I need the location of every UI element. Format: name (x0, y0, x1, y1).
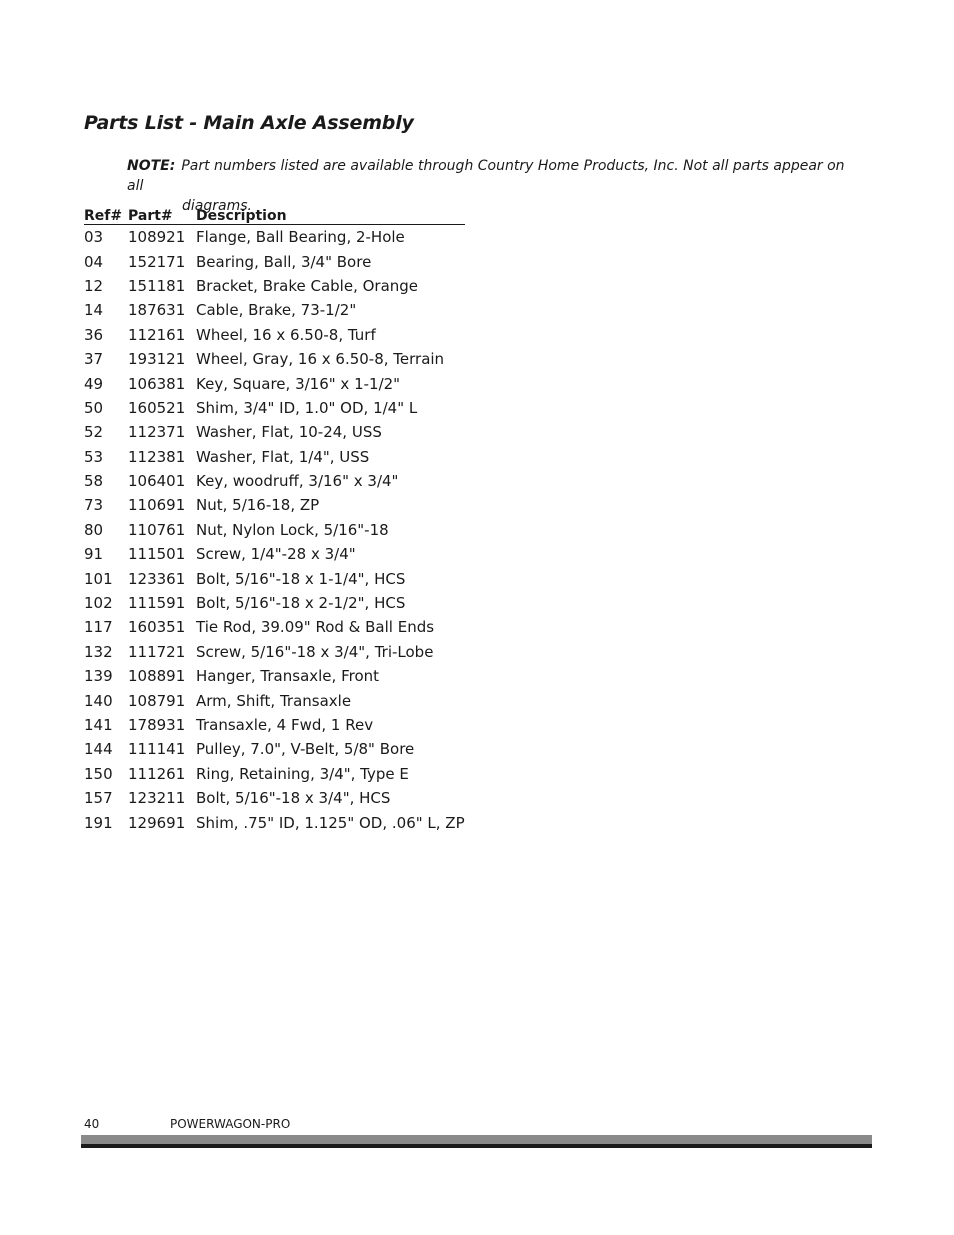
description-cell: Washer, Flat, 10-24, USS (196, 423, 382, 442)
part-cell: 106401 (128, 472, 186, 491)
part-cell: 112371 (128, 423, 186, 442)
part-cell: 111591 (128, 594, 186, 613)
description-cell: Wheel, Gray, 16 x 6.50-8, Terrain (196, 350, 445, 369)
part-cell: 110761 (128, 520, 186, 539)
description-cell: Nut, 5/16-18, ZP (196, 496, 320, 515)
footer (84, 1117, 290, 1131)
description-cell: Flange, Ball Bearing, 2-Hole (196, 228, 405, 247)
ref-cell: 53 (84, 447, 104, 466)
table-row (84, 323, 465, 347)
ref-cell: 36 (84, 325, 104, 344)
table-row (84, 615, 465, 639)
ref-cell: 140 (84, 691, 113, 710)
ref-cell: 58 (84, 472, 104, 491)
ref-cell: 132 (84, 642, 113, 661)
description-cell: Cable, Brake, 73-1/2" (196, 301, 357, 320)
description-cell: Nut, Nylon Lock, 5/16"-18 (196, 520, 389, 539)
part-cell: 112381 (128, 447, 186, 466)
ref-cell: 37 (84, 350, 104, 369)
table-row (84, 664, 465, 688)
table-row (84, 298, 465, 322)
part-cell: 110691 (128, 496, 186, 515)
ref-cell: 52 (84, 423, 104, 442)
table-row (84, 713, 465, 737)
page-number: 40 (84, 1117, 100, 1131)
part-cell: 151181 (128, 276, 186, 295)
description-cell: Screw, 5/16"-18 x 3/4", Tri-Lobe (196, 642, 434, 661)
part-cell: 123361 (128, 569, 186, 588)
table-row (84, 518, 465, 542)
table-header-row (84, 205, 465, 225)
ref-cell: 14 (84, 301, 104, 320)
description-cell: Tie Rod, 39.09" Rod & Ball Ends (196, 618, 435, 637)
ref-cell: 157 (84, 789, 113, 808)
description-cell: Transaxle, 4 Fwd, 1 Rev (196, 716, 374, 734)
table-row (84, 493, 465, 517)
table-row (84, 542, 465, 566)
table-row (84, 810, 465, 834)
part-cell: 108921 (128, 228, 186, 247)
description-cell: Bolt, 5/16"-18 x 2-1/2", HCS (196, 594, 406, 613)
ref-cell: 73 (84, 496, 104, 515)
table-row (84, 786, 465, 810)
part-cell: 178931 (128, 716, 186, 734)
table-row (84, 737, 465, 761)
table-row (84, 566, 465, 590)
part-cell: 152171 (128, 252, 186, 271)
footer-rule (81, 1135, 872, 1148)
ref-cell: 04 (84, 252, 104, 271)
footer-product: POWERWAGON-PRO (170, 1117, 291, 1131)
part-cell: 106381 (128, 374, 186, 393)
part-cell: 111261 (128, 764, 186, 783)
table-row (84, 762, 465, 786)
description-cell: Hanger, Transaxle, Front (196, 667, 380, 686)
table-row (84, 688, 465, 712)
description-cell: Shim, .75" ID, 1.125" OD, .06" L, ZP (196, 813, 465, 832)
description-cell: Washer, Flat, 1/4", USS (196, 447, 370, 466)
page-title: Parts List - Main Axle Assembly (84, 112, 414, 134)
part-cell: 187631 (128, 301, 186, 320)
table-row (84, 371, 465, 395)
part-cell: 111501 (128, 545, 186, 564)
description-cell: Ring, Retaining, 3/4", Type E (196, 764, 409, 783)
ref-cell: 191 (84, 813, 113, 832)
description-cell: Bearing, Ball, 3/4" Bore (196, 252, 372, 271)
ref-cell: 102 (84, 594, 113, 613)
parts-table-body (84, 225, 465, 835)
header-description: Description (196, 205, 465, 225)
header-part: Part# (128, 205, 196, 225)
table-row (84, 347, 465, 371)
ref-cell: 144 (84, 740, 113, 759)
description-cell: Pulley, 7.0", V-Belt, 5/8" Bore (196, 740, 415, 759)
description-cell: Key, Square, 3/16" x 1-1/2" (196, 374, 401, 393)
table-row (84, 469, 465, 493)
ref-cell: 101 (84, 569, 113, 588)
table-row (84, 640, 465, 664)
note-label: NOTE: (127, 158, 176, 174)
description-cell: Bracket, Brake Cable, Orange (196, 276, 419, 295)
table-row (84, 445, 465, 469)
part-cell: 123211 (128, 789, 186, 808)
part-cell: 193121 (128, 350, 186, 369)
note-text-continued: diagrams. (182, 198, 252, 214)
ref-cell: 50 (84, 398, 104, 417)
note-text: Part numbers listed are available through Country Home Products, Inc. Not all parts appear on all (127, 158, 845, 194)
ref-cell: 91 (84, 545, 104, 564)
table-row (84, 591, 465, 615)
ref-cell: 03 (84, 228, 104, 247)
parts-table (84, 205, 465, 835)
description-cell: Shim, 3/4" ID, 1.0" OD, 1/4" L (196, 398, 418, 417)
part-cell: 112161 (128, 325, 186, 344)
ref-cell: 12 (84, 276, 104, 295)
ref-cell: 150 (84, 764, 113, 783)
table-row (84, 274, 465, 298)
table-row (84, 396, 465, 420)
ref-cell: 141 (84, 716, 113, 734)
description-cell: Bolt, 5/16"-18 x 1-1/4", HCS (196, 569, 406, 588)
part-cell: 129691 (128, 813, 186, 832)
part-cell: 108891 (128, 667, 186, 686)
part-cell: 108791 (128, 691, 186, 710)
description-cell: Key, woodruff, 3/16" x 3/4" (196, 472, 399, 491)
ref-cell: 49 (84, 374, 104, 393)
ref-cell: 80 (84, 520, 104, 539)
description-cell: Screw, 1/4"-28 x 3/4" (196, 545, 356, 564)
table-row (84, 420, 465, 444)
header-ref: Ref# (84, 205, 128, 225)
description-cell: Arm, Shift, Transaxle (196, 691, 352, 710)
part-cell: 160351 (128, 618, 186, 637)
table-row (84, 225, 465, 250)
description-cell: Wheel, 16 x 6.50-8, Turf (196, 325, 376, 344)
part-cell: 111721 (128, 642, 186, 661)
ref-cell: 139 (84, 667, 113, 686)
part-cell: 111141 (128, 740, 186, 759)
table-row (84, 249, 465, 273)
ref-cell: 117 (84, 618, 113, 637)
description-cell: Bolt, 5/16"-18 x 3/4", HCS (196, 789, 391, 808)
part-cell: 160521 (128, 398, 186, 417)
